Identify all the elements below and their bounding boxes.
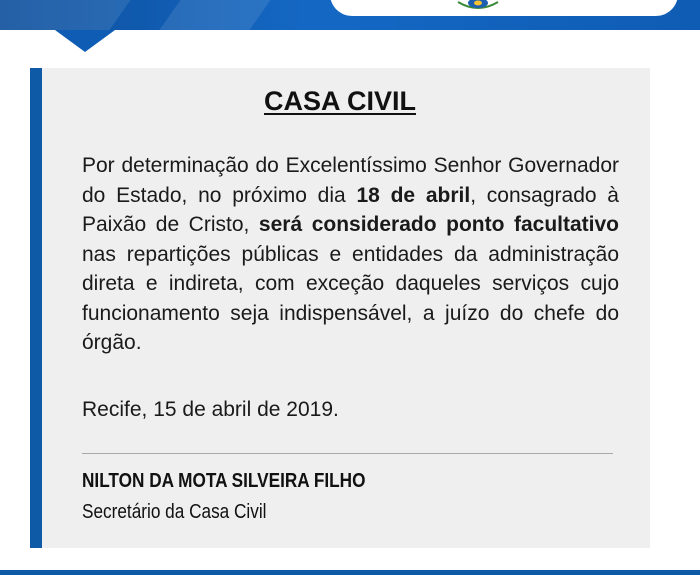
banner-notch	[55, 30, 115, 52]
body-text-part: , consagrado à Paixão de Cristo,	[82, 183, 619, 236]
signature-divider	[82, 453, 613, 454]
notice-card	[30, 68, 650, 548]
header-tab	[330, 0, 678, 16]
optional-holiday-emphasis: será considerado ponto facultativo	[258, 213, 619, 236]
header-banner	[0, 0, 700, 30]
footer-bar	[0, 570, 700, 575]
body-text-part: nas repartições públicas e entidades da administração direta e indireta, com exceção daqueles serviços cujo funcionamento seja indispensável, a juízo do chefe do órgão.	[82, 242, 619, 354]
card-accent-bar	[30, 68, 42, 548]
banner-decoration	[0, 0, 131, 30]
signatory-name: NILTON DA MOTA SILVEIRA FILHO	[82, 470, 366, 492]
state-seal-icon	[455, 0, 501, 12]
body-text-part: Por determinação do Excelentíssimo Senhor Governador do Estado, no próximo dia	[82, 154, 619, 207]
place-date: Recife, 15 de abril de 2019.	[82, 398, 339, 421]
signatory-role: Secretário da Casa Civil	[82, 501, 267, 523]
banner-decoration	[159, 0, 270, 30]
holiday-date: 18 de abril	[356, 183, 471, 207]
page-title: CASA CIVIL	[263, 86, 416, 116]
notice-body	[82, 151, 619, 358]
